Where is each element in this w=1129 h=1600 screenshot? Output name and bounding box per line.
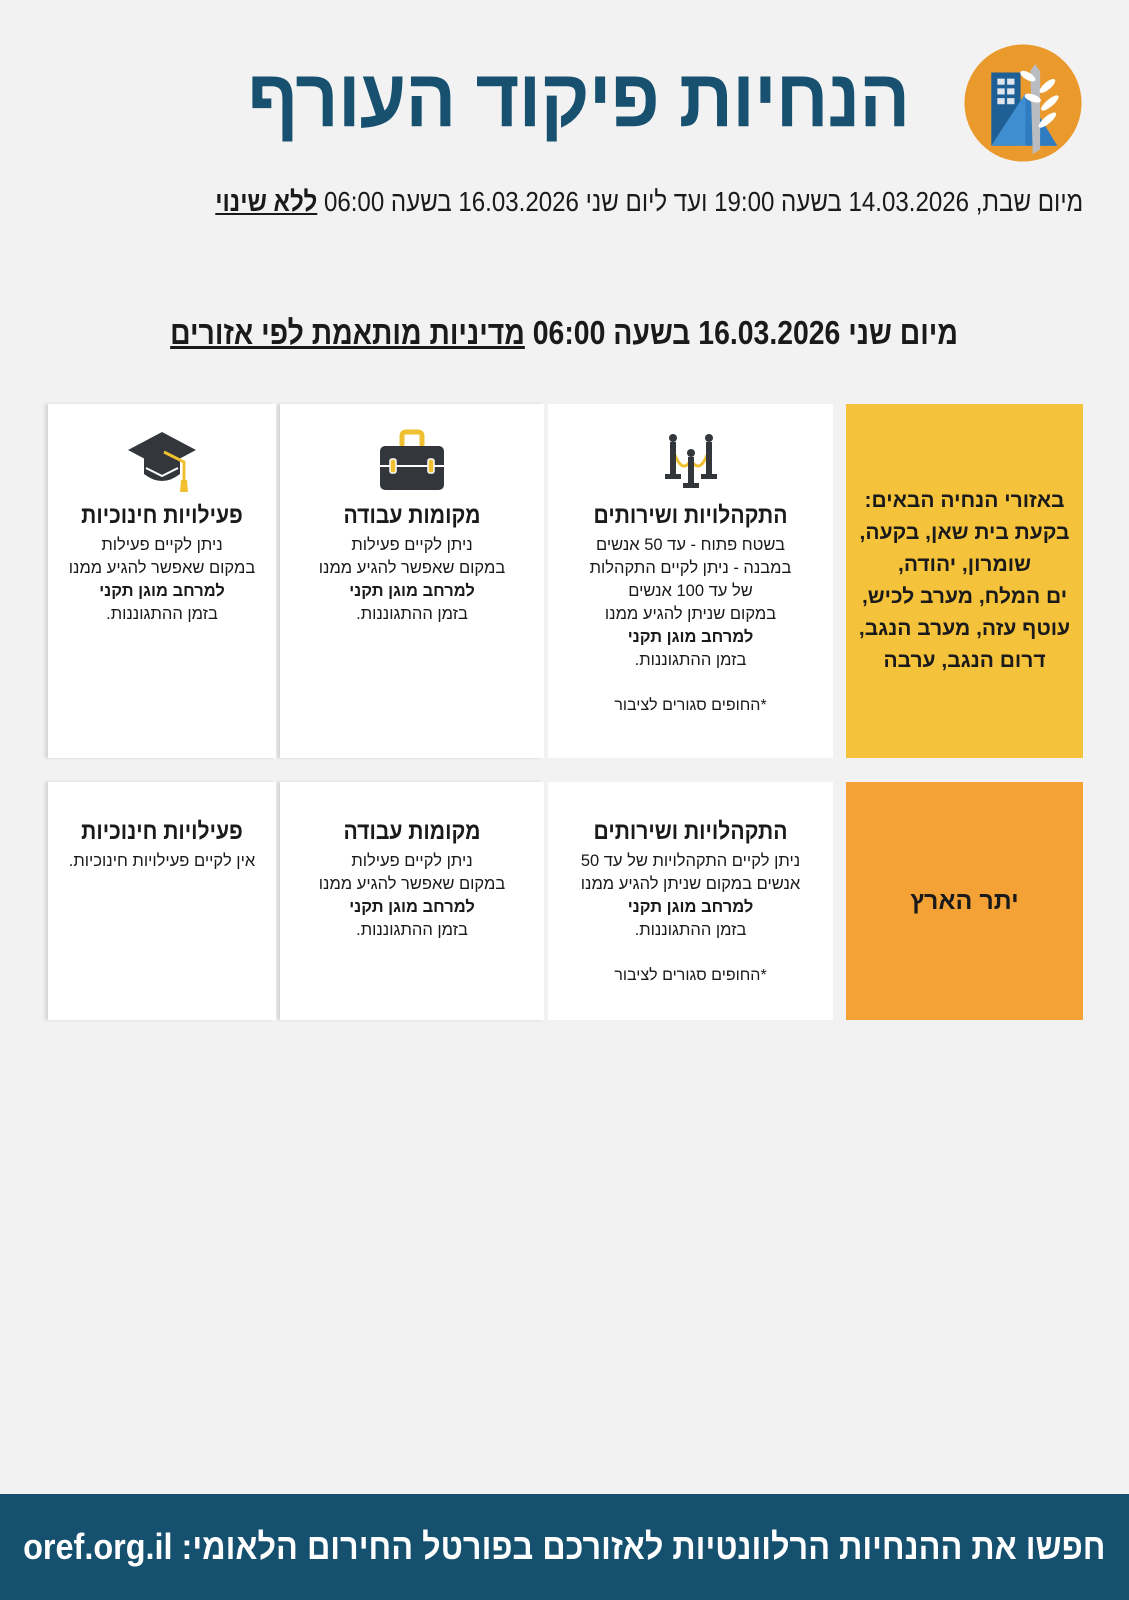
validity-period (215, 186, 1083, 218)
text-line: בזמן ההתגוננות. (356, 921, 468, 939)
text-line: במקום שניתן להגיע ממנו (604, 605, 777, 623)
text-line: ניתן לקיים פעילות (351, 852, 473, 870)
protected-space-text: למרחב מוגן תקני (627, 898, 754, 916)
education-title: פעילויות חינוכיות (81, 502, 243, 529)
page-title: הנחיות פיקוד העורף (247, 53, 909, 144)
text-line: בזמן ההתגוננות. (634, 921, 747, 939)
text-line: אנשים במקום שניתן להגיע ממנו (580, 875, 801, 893)
policy-emphasis: מדיניות מותאמת לפי אזורים (170, 314, 526, 351)
protected-space-text: למרחב מוגן תקני (627, 628, 754, 646)
protected-space-text: למרחב מוגן תקני (349, 898, 475, 916)
region-line: בקעת בית שאן, בקעה, (859, 521, 1070, 544)
gatherings-cell (548, 404, 833, 758)
gatherings-title: התקהלויות ושירותים (593, 502, 788, 529)
region-cell-south (846, 404, 1083, 758)
briefcase-icon (376, 428, 448, 494)
text-line: בזמן ההתגוננות. (106, 605, 218, 623)
work-title: מקומות עבודה (343, 502, 481, 529)
text-line: ניתן לקיים פעילות (101, 536, 223, 554)
gatherings-cell (548, 782, 833, 1020)
region-line: יתר הארץ (910, 887, 1019, 915)
text-line: בשטח פתוח - עד 50 אנשים (596, 536, 785, 554)
footer-link[interactable]: oref.org.il (23, 1526, 173, 1567)
validity-period-text: מיום שבת, 14.03.2026 בשעה 19:00 ועד ליום שני 16.03.2026 בשעה 06:00 (323, 186, 1083, 217)
text-line: בזמן ההתגוננות. (356, 605, 468, 623)
region-line: באזורי הנחיה הבאים: (864, 489, 1065, 512)
no-change-label: ללא שינוי (215, 186, 318, 217)
text-line: במקום שאפשר להגיע ממנו (68, 559, 256, 577)
region-line: שומרון, יהודה, (898, 553, 1032, 576)
region-line: דרום הנגב, ערבה (883, 649, 1046, 672)
work-cell (280, 404, 544, 758)
protected-space-text: למרחב מוגן תקני (99, 582, 225, 600)
text-line: במקום שאפשר להגיע ממנו (318, 875, 506, 893)
work-title: מקומות עבודה (343, 818, 481, 845)
policy-heading (0, 314, 1129, 352)
text-line: אין לקיים פעילויות חינוכיות. (68, 852, 256, 870)
stanchion-rope-icon (655, 428, 727, 494)
education-cell (48, 404, 276, 758)
text-line: במבנה - ניתן לקיים התקהלות (589, 559, 792, 577)
home-front-command-logo (962, 42, 1084, 164)
text-line: ניתן לקיים התקהלויות של עד 50 (580, 852, 801, 870)
beaches-note: *החופים סגורים לציבור (614, 967, 767, 984)
region-cell-rest-of-country (846, 782, 1083, 1020)
text-line: בזמן ההתגוננות. (634, 651, 747, 669)
protected-space-text: למרחב מוגן תקני (349, 582, 475, 600)
graduation-cap-icon (126, 428, 198, 494)
beaches-note: *החופים סגורים לציבור (614, 697, 767, 714)
footer-text: חפשו את ההנחיות הרלוונטיות לאזורכם בפורטל החירום הלאומי: (181, 1526, 1106, 1567)
text-line: ניתן לקיים פעילות (351, 536, 473, 554)
gatherings-title: התקהלויות ושירותים (593, 818, 788, 845)
region-line: ים המלח, מערב לכיש, (861, 585, 1068, 608)
text-line: במקום שאפשר להגיע ממנו (318, 559, 506, 577)
education-cell (48, 782, 276, 1020)
text-line: של עד 100 אנשים (628, 582, 753, 600)
work-cell (280, 782, 544, 1020)
policy-date: מיום שני 16.03.2026 בשעה 06:00 (533, 314, 959, 351)
region-line: עוטף עזה, מערב הנגב, (858, 617, 1071, 640)
footer-banner (0, 1494, 1129, 1600)
education-title: פעילויות חינוכיות (81, 818, 243, 845)
